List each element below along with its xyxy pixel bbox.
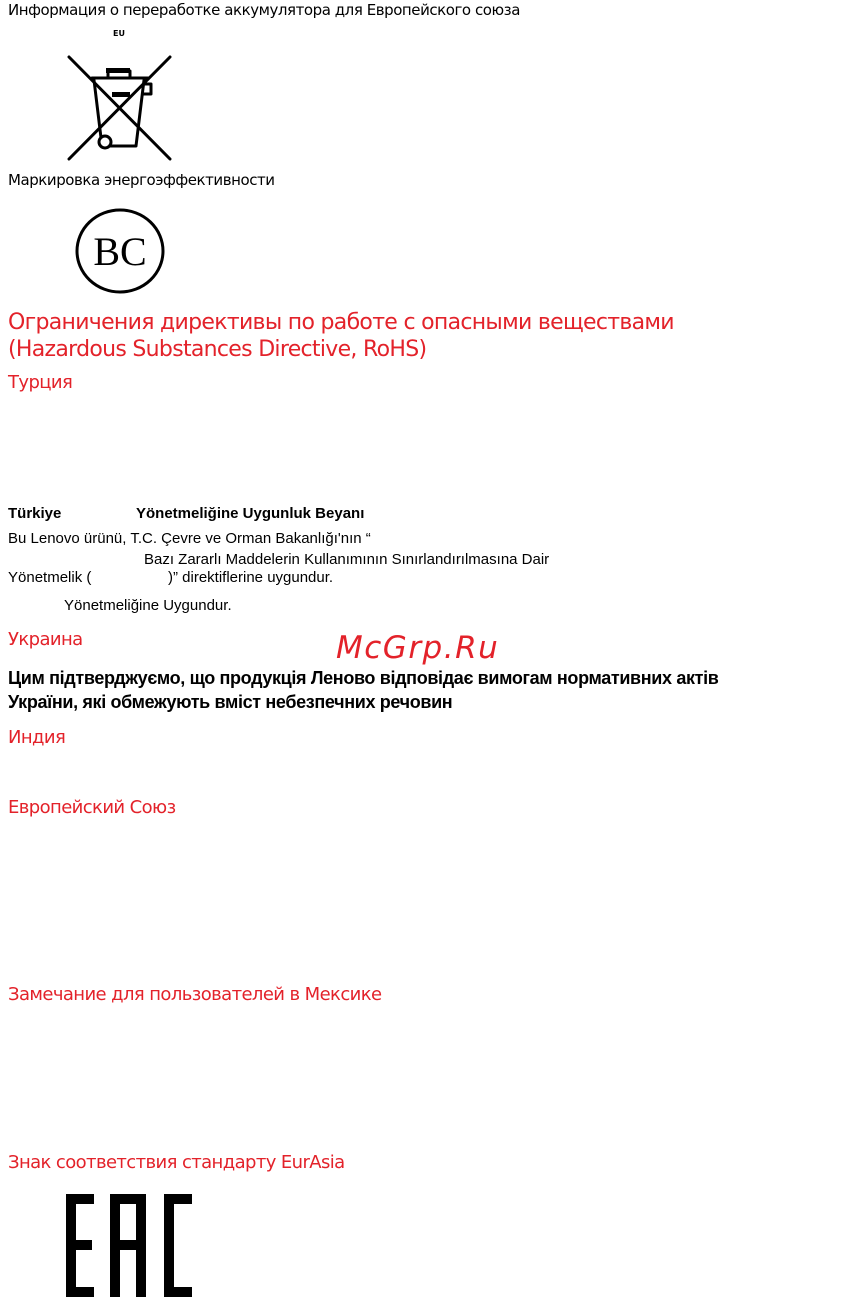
battery-recycling-heading: Информация о переработке аккумулятора для Европейского союза xyxy=(8,1,520,19)
turkey-line-2: Bazı Zararlı Maddelerin Kullanımının Sınırlandırılmasına Dair xyxy=(144,551,550,568)
eu-union-heading: Европейский Союз xyxy=(8,797,176,818)
eac-mark xyxy=(66,1194,194,1297)
crossed-out-wheelie-bin-icon xyxy=(66,54,174,162)
turkey-line-3-left: Yönetmelik ( xyxy=(8,569,92,586)
turkey-heading: Турция xyxy=(8,372,73,393)
bc-energy-mark xyxy=(74,207,166,295)
rohs-heading-line1: Ограничения директивы по работе с опасными веществами xyxy=(8,310,674,335)
eu-label: EU xyxy=(113,29,125,38)
turkey-declaration-title-left: Türkiye xyxy=(8,505,62,522)
mexico-heading: Замечание для пользователей в Мексике xyxy=(8,984,382,1005)
rohs-heading-line2: (Hazardous Substances Directive, RoHS) xyxy=(8,337,427,362)
watermark-text: McGrp.Ru xyxy=(336,630,500,666)
ukraine-line-2: України, які обмежують вміст небезпечних речовин xyxy=(8,692,453,712)
turkey-line-1: Bu Lenovo ürünü, T.C. Çevre ve Orman Bakanlığı'nın “ xyxy=(8,530,371,547)
turkey-line-4: Yönetmeliğine Uygundur. xyxy=(64,597,232,614)
eurasia-heading: Знак соответствия стандарту EurAsia xyxy=(8,1152,345,1173)
turkey-line-3-right: )” direktiflerine uygundur. xyxy=(168,569,334,586)
ukraine-line-1: Цим підтверджуємо, що продукція Леново відповідає вимогам нормативних актів xyxy=(8,668,719,688)
india-heading: Индия xyxy=(8,727,66,748)
turkey-declaration-title-right: Yönetmeliğine Uygunluk Beyanı xyxy=(136,505,365,522)
bc-label: BC xyxy=(93,229,147,274)
energy-marking-heading: Маркировка энергоэффективности xyxy=(8,171,275,189)
ukraine-heading: Украина xyxy=(8,629,83,650)
